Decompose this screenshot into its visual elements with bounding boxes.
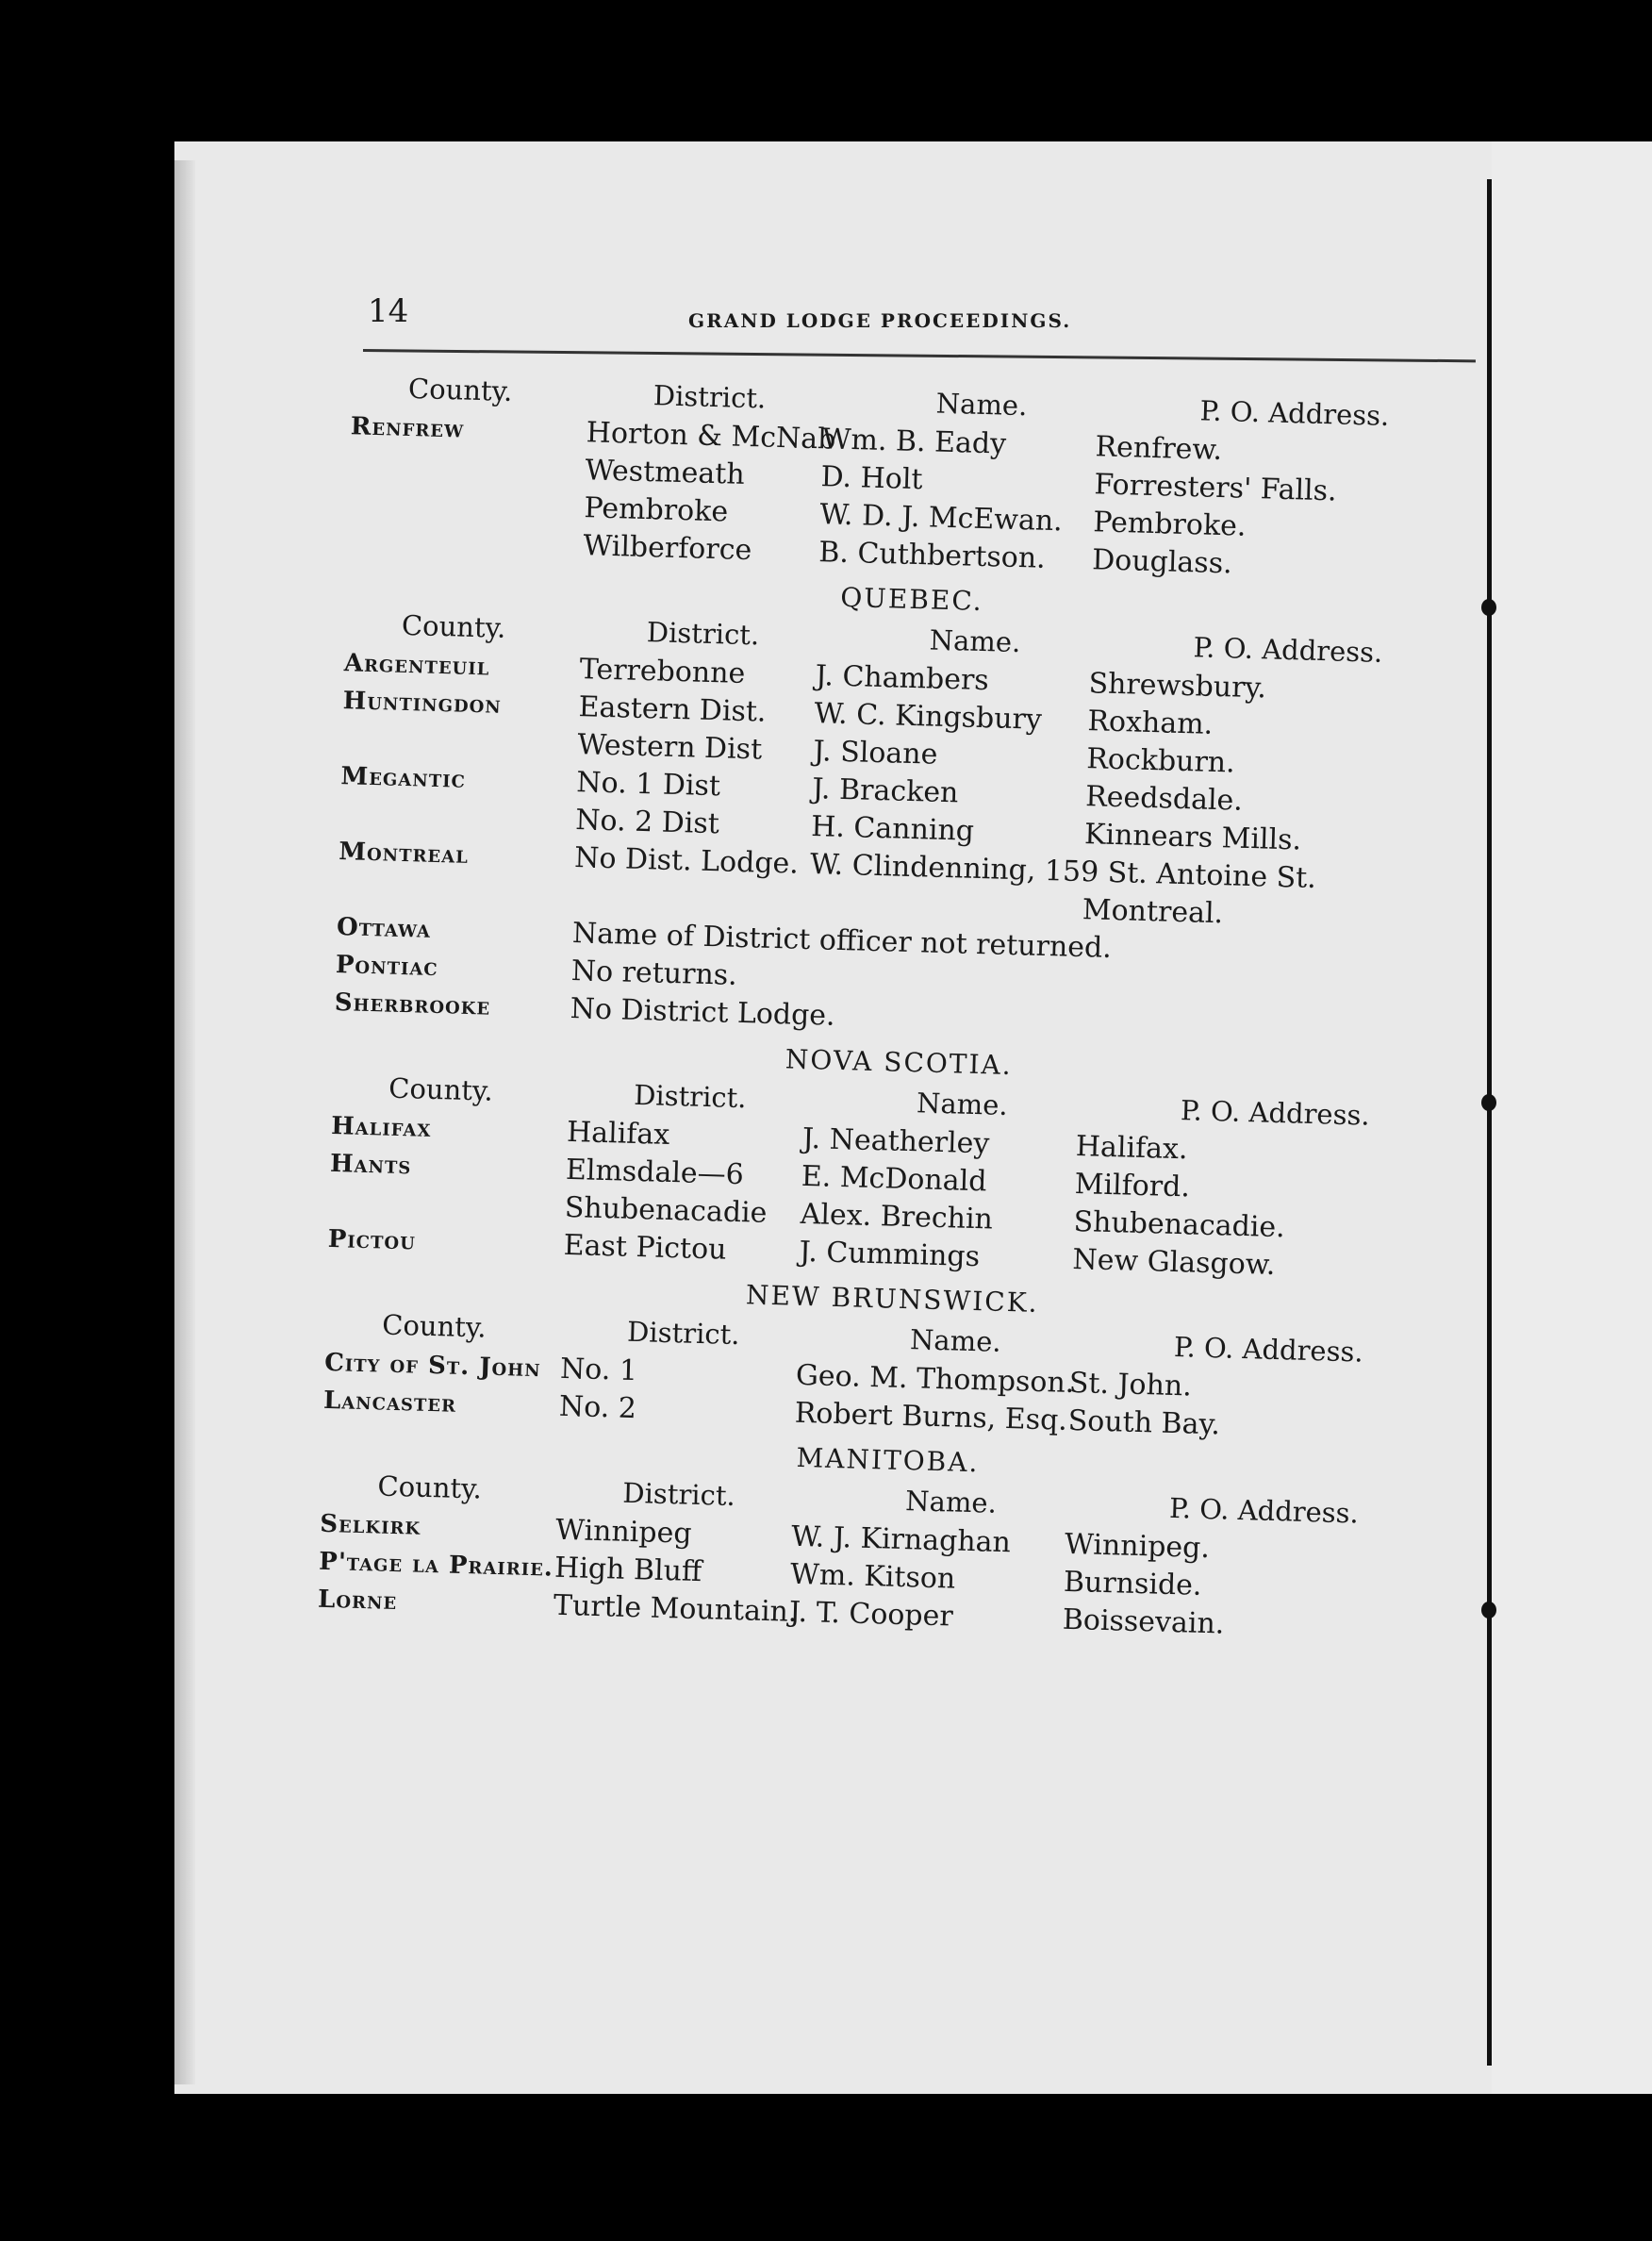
county-cell: Argenteuil <box>343 649 490 682</box>
district-cell: Horton & McNab <box>586 416 836 456</box>
name-cell: Alex. Brechin <box>800 1197 994 1237</box>
document-page <box>174 141 1652 2094</box>
address-cell: Douglass. <box>1091 543 1233 581</box>
district-cell: Halifax <box>566 1115 670 1152</box>
name-cell: D. Holt <box>820 460 923 497</box>
county-cell <box>328 1183 565 1227</box>
address-cell: Shrewsbury. <box>1088 667 1267 706</box>
county-cell <box>347 521 584 565</box>
column-header: County. <box>381 1308 487 1344</box>
address-cell: Winnipeg. <box>1064 1527 1211 1566</box>
county-cell: Hants <box>329 1149 412 1181</box>
section-title: QUEBEC. <box>839 581 984 618</box>
note-text: No returns. <box>570 954 738 992</box>
binding-hole <box>1481 1094 1496 1111</box>
name-cell: W. J. Kirnaghan <box>790 1519 1012 1560</box>
name-cell: Robert Burns, Esq. <box>794 1396 1068 1437</box>
section-block <box>334 568 1478 1053</box>
column-header: Name. <box>935 387 1028 423</box>
name-cell: Wm. Kitson <box>789 1557 956 1596</box>
column-header: District. <box>646 616 760 652</box>
district-cell: No. 1 <box>559 1352 638 1388</box>
county-cell: Montreal <box>338 838 470 870</box>
district-cell <box>573 877 810 921</box>
district-cell: Terrebonne <box>579 653 746 691</box>
column-header: Name. <box>916 1087 1009 1121</box>
county-cell: Pontiac <box>335 951 439 983</box>
column-header: District. <box>621 1476 736 1513</box>
column-header: P. O. Address. <box>1168 1491 1360 1530</box>
name-cell: J. Bracken <box>811 772 959 810</box>
name-cell: Geo. M. Thompson. <box>795 1358 1075 1401</box>
column-header: Name. <box>904 1485 998 1519</box>
column-header: District. <box>633 1078 747 1115</box>
binding-hole <box>1481 1602 1496 1618</box>
county-cell: Renfrew <box>350 412 465 444</box>
column-header: P. O. Address. <box>1180 1094 1371 1132</box>
section-block <box>347 368 1483 589</box>
section-block <box>327 1031 1464 1289</box>
district-cell: High Bluff <box>553 1551 702 1589</box>
county-cell <box>341 720 578 764</box>
header-rule <box>363 349 1476 362</box>
district-cell: East Pictou <box>563 1228 727 1267</box>
name-cell: J. Sloane <box>812 735 938 772</box>
district-officers-list <box>317 368 1483 1657</box>
county-cell: Selkirk <box>319 1509 421 1541</box>
address-cell: Shubenacadie. <box>1073 1204 1286 1245</box>
address-cell: Boissevain. <box>1062 1602 1225 1641</box>
county-cell: Huntingdon <box>342 687 503 720</box>
address-cell: Reedsdale. <box>1084 780 1244 818</box>
section-title: NOVA SCOTIA. <box>785 1043 1014 1082</box>
county-cell <box>339 795 576 839</box>
county-cell: Halifax <box>330 1111 432 1143</box>
column-header: County. <box>377 1469 483 1505</box>
district-cell: Winnipeg <box>554 1513 693 1551</box>
section-title: NEW BRUNSWICK. <box>745 1279 1040 1319</box>
name-cell: W. D. J. McEwan. <box>818 498 1064 539</box>
column-header: County. <box>388 1071 494 1107</box>
district-cell: No. 2 Dist <box>574 804 720 841</box>
column-header: County. <box>401 608 506 644</box>
county-cell <box>349 445 586 490</box>
address-cell: New Glasgow. <box>1072 1242 1276 1282</box>
address-cell: Forresters' Falls. <box>1093 468 1338 508</box>
county-cell: Pictou <box>327 1224 417 1256</box>
facing-page-strip <box>1492 141 1652 2094</box>
county-cell: P'tage la Prairie. <box>318 1547 554 1583</box>
district-cell: Wilberforce <box>582 529 752 568</box>
running-title: GRAND LODGE PROCEEDINGS. <box>688 309 1072 332</box>
county-cell: Ottawa <box>336 913 432 944</box>
note-text: No District Lodge. <box>570 991 836 1033</box>
binding-line <box>1487 179 1492 2066</box>
column-header: P. O. Address. <box>1193 631 1383 669</box>
name-cell: J. T. Cooper <box>788 1595 954 1634</box>
section-title: MANITOBA. <box>796 1441 980 1479</box>
district-cell: Elmsdale—6 <box>565 1153 745 1192</box>
address-cell: Pembroke. <box>1092 506 1247 543</box>
column-header: P. O. Address. <box>1199 394 1390 432</box>
name-cell: B. Cuthbertson. <box>818 536 1047 575</box>
address-cell: Rockburn. <box>1085 742 1236 780</box>
name-cell: Wm. B. Eady <box>821 423 1007 461</box>
district-cell: No. 1 Dist <box>575 766 721 804</box>
address-cell: Montreal. <box>1082 893 1224 931</box>
name-cell: E. McDonald <box>801 1159 987 1199</box>
page-header <box>368 292 1471 349</box>
district-cell: No Dist. Lodge. <box>573 841 800 881</box>
column-header: District. <box>626 1315 740 1352</box>
binding-hole <box>1481 599 1496 616</box>
name-cell: J. Cummings <box>799 1235 981 1274</box>
county-cell <box>348 483 585 527</box>
page-edge <box>174 160 195 2084</box>
county-cell: Lancaster <box>322 1386 457 1419</box>
column-header: District. <box>653 379 767 415</box>
column-header: Name. <box>929 623 1021 659</box>
district-cell: Shubenacadie <box>564 1190 768 1230</box>
name-cell: J. Chambers <box>815 659 990 698</box>
district-cell: Eastern Dist. <box>578 690 767 729</box>
address-cell: Kinnears Mills. <box>1083 818 1302 857</box>
county-cell: Lorne <box>317 1585 398 1617</box>
district-cell: Pembroke <box>584 491 729 529</box>
address-cell: St. John. <box>1068 1366 1193 1403</box>
district-cell: Turtle Mountain. <box>553 1588 798 1629</box>
address-cell: Burnside. <box>1063 1565 1202 1602</box>
column-header: P. O. Address. <box>1173 1331 1364 1369</box>
address-cell: Milford. <box>1074 1167 1191 1204</box>
address-cell: South Bay. <box>1067 1403 1221 1442</box>
address-cell: Roxham. <box>1086 705 1214 741</box>
column-header: Name. <box>909 1323 1002 1358</box>
district-cell: No. 2 <box>558 1389 637 1426</box>
county-cell: Megantic <box>340 762 467 794</box>
name-cell: W. C. Kingsbury <box>814 697 1043 737</box>
county-cell: City of St. John <box>323 1348 542 1384</box>
column-header: County. <box>407 372 513 408</box>
section-block <box>318 1429 1454 1650</box>
county-cell: Sherbrooke <box>334 988 491 1021</box>
name-cell: W. Clindenning, 159 St. Antoine St. <box>809 848 1317 896</box>
district-cell: Western Dist <box>577 728 763 767</box>
address-cell: Halifax. <box>1075 1130 1189 1167</box>
district-cell: Westmeath <box>585 454 746 491</box>
address-cell: Renfrew. <box>1095 430 1223 468</box>
name-cell: J. Neatherley <box>801 1121 990 1161</box>
county-cell <box>338 871 574 915</box>
note-text: Name of District officer not returned. <box>571 917 1113 965</box>
section-block <box>322 1268 1458 1451</box>
page-number: 14 <box>368 292 409 330</box>
name-cell: H. Canning <box>810 810 975 848</box>
